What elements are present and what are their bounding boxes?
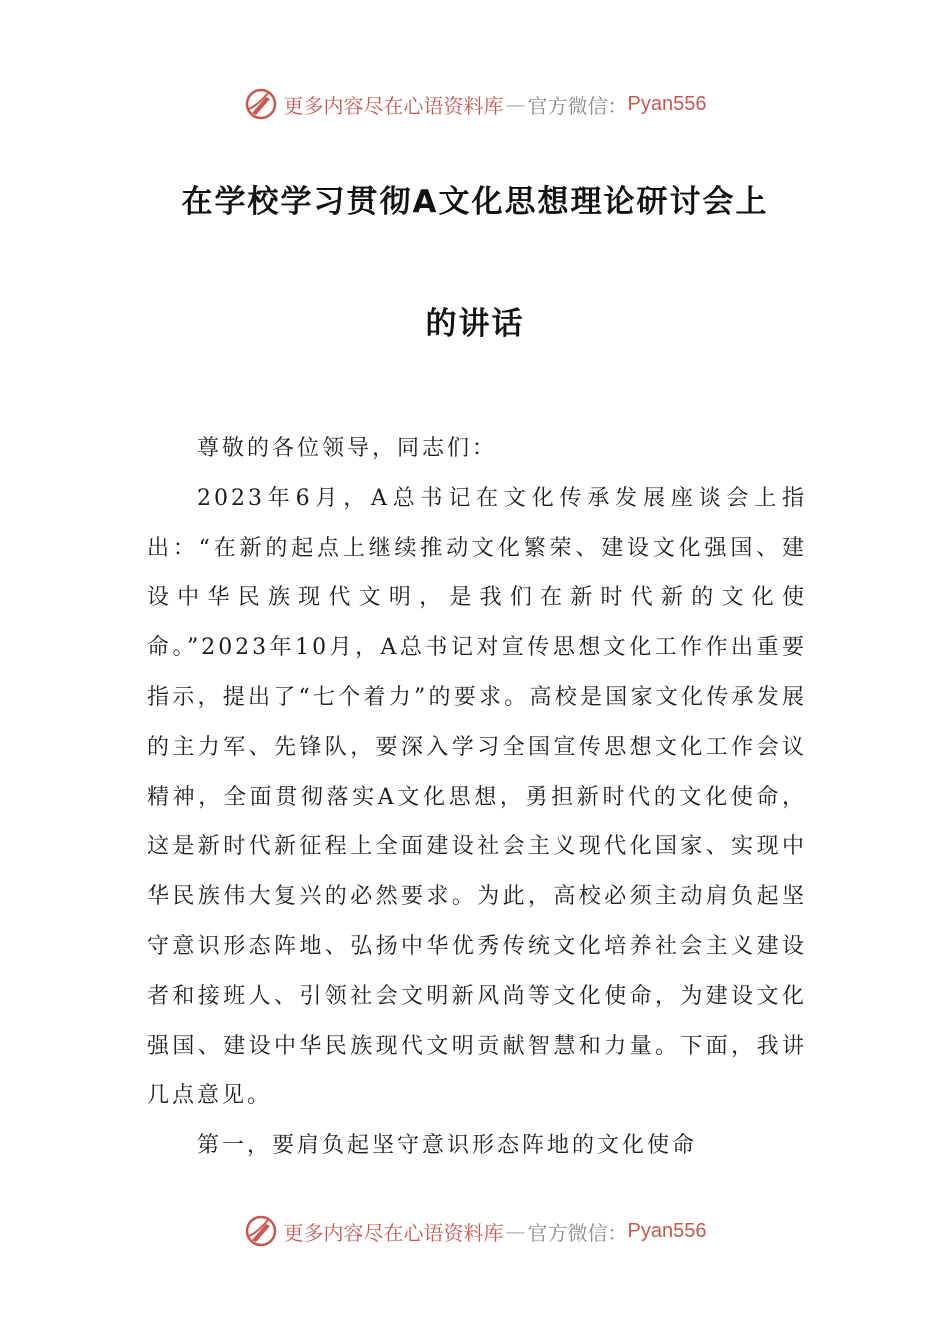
watermark-brand: 更多内容尽在心语资料库 (283, 1220, 504, 1245)
watermark-contact-id: Pyan556 (627, 1219, 707, 1242)
salutation-paragraph: 尊敬的各位领导，同志们： (197, 436, 498, 461)
document-body (147, 424, 807, 1171)
section-heading-paragraph: 第一，要肩负起坚守意识形态阵地的文化使命 (197, 1133, 698, 1159)
watermark-dash: — (505, 92, 526, 116)
watermark-contact-label: 官方微信： (527, 93, 628, 118)
watermark-dash: — (505, 1219, 526, 1243)
watermark-contact-id: Pyan556 (627, 92, 707, 115)
pen-logo-icon (244, 87, 278, 121)
header-watermark (0, 84, 950, 124)
document-title-line1: 在学校学习贯彻A文化思想理论研讨会上 (181, 184, 769, 220)
footer-watermark (0, 1211, 950, 1251)
main-paragraph: 2023年6月，A总书记在文化传承发展座谈会上指出：“在新的起点上继续推动文化繁荣、建设文化强国、建设中华民族现代文明，是我们在新时代新的文化使命。”2023年10月，A总书记对宣传思想文化工作作出重要指示，提出了“七个着力”的要求。高校是国家文化传承发展的主力军、先锋队，要深入学习全国宣传思想文化工作会议精神，全面贯彻落实A文化思想，勇担新时代的文化使命，这是新时代新征程上全面建设社会主义现代化国家、实现中华民族伟大复兴的必然要求。为此，高校必须主动肩负起坚守意识形态阵地、弘扬中华优秀传统文化培养社会主义建设者和接班人、引领社会文明新风尚等文化使命，为建设文化强国、建设中华民族现代文明贡献智慧和力量。下面，我讲几点意见。 (147, 485, 807, 1109)
document-title-line2: 的讲话 (425, 306, 525, 342)
watermark-contact-label: 官方微信： (527, 1220, 628, 1245)
watermark-brand: 更多内容尽在心语资料库 (283, 93, 504, 118)
pen-logo-icon (244, 1214, 278, 1248)
